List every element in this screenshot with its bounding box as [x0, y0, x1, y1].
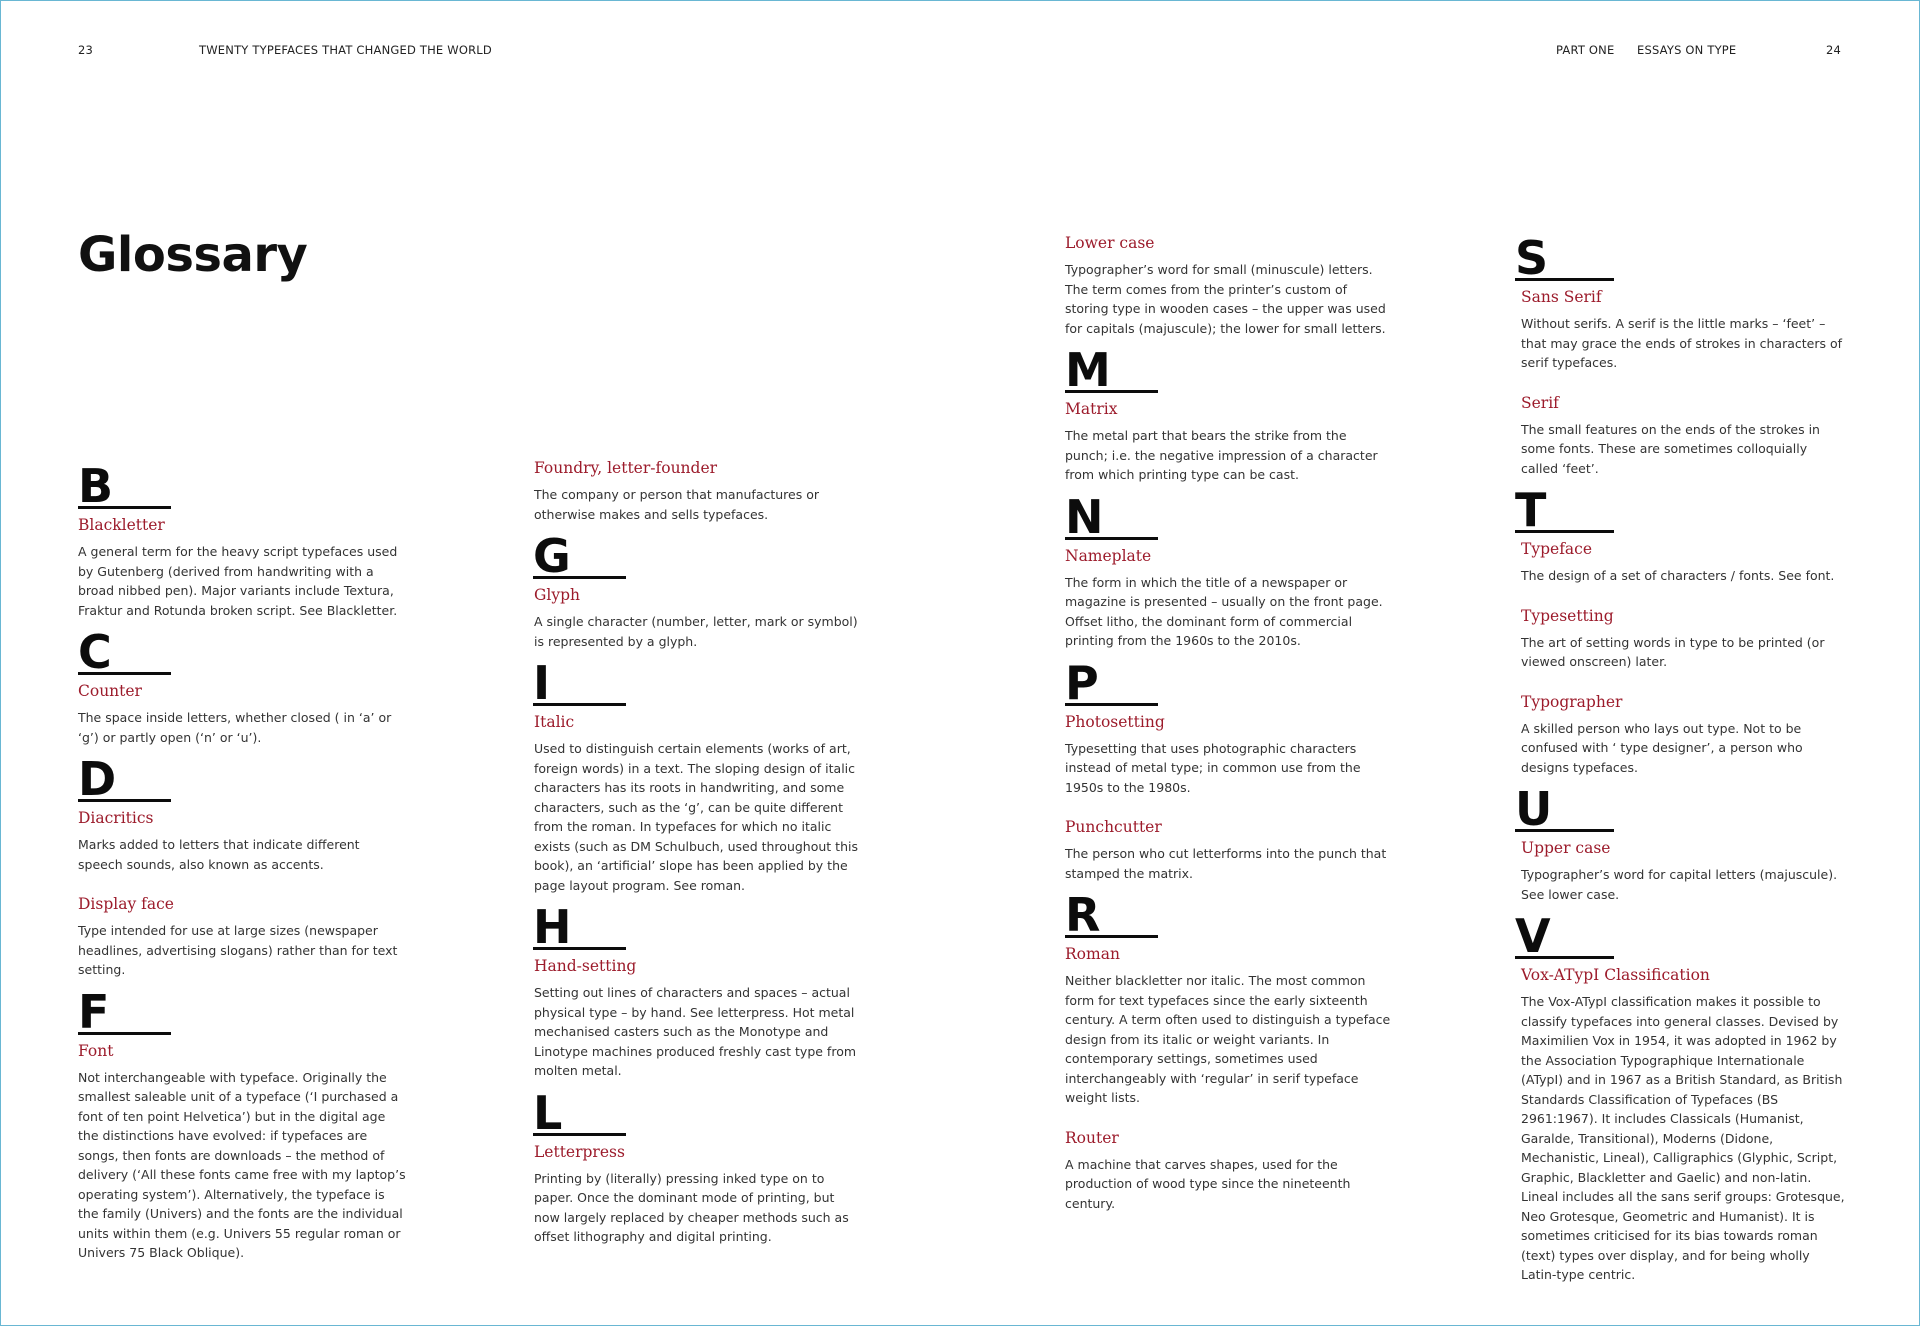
glossary-term: Glyph — [534, 586, 581, 604]
glossary-definition: The art of setting words in type to be printed (or viewed onscreen) later. — [1521, 634, 1825, 669]
glossary-entry — [78, 894, 408, 980]
glossary-term: Upper case — [1521, 839, 1611, 857]
glossary-section — [533, 529, 864, 651]
glossary-column-1 — [78, 459, 408, 1275]
glossary-definition: The space inside letters, whether closed ( in ‘a’ or ‘g’) or partly open (‘n’ or ‘u’). — [78, 710, 392, 745]
glossary-definition: Marks added to letters that indicate different speech sounds, also known as accents. — [78, 837, 360, 872]
glossary-section — [534, 458, 864, 524]
glossary-definition: A skilled person who lays out type. Not to be confused with ‘ type designer’, a person who designs typefaces. — [1521, 720, 1803, 775]
glossary-definition: The metal part that bears the strike from the punch; i.e. the negative impression of a character from which printing type can be cast. — [1065, 428, 1378, 482]
section-letter: H — [533, 907, 626, 950]
glossary-entry — [1065, 1128, 1393, 1214]
glossary-entry — [534, 458, 864, 524]
glossary-term: Roman — [1065, 945, 1120, 963]
glossary-term: Punchcutter — [1065, 818, 1162, 836]
glossary-entry — [1065, 944, 1393, 1108]
section-letter: S — [1515, 238, 1614, 281]
glossary-term: Nameplate — [1065, 546, 1152, 565]
glossary-section — [533, 1085, 864, 1247]
glossary-entry — [534, 1142, 864, 1247]
glossary-definition: Typesetting that uses photographic characters instead of metal type; in common use from the 1950s to the 1980s. — [1065, 740, 1361, 795]
glossary-section — [1065, 655, 1393, 884]
glossary-term: Italic — [534, 713, 575, 731]
section-letter: T — [1515, 490, 1614, 533]
glossary-entry — [1065, 712, 1393, 798]
glossary-definition: Printing by (literally) pressing inked type on to paper. Once the dominant mode of printing, but now largely replaced by cheaper methods such as offset lithography and digital printing. — [534, 1170, 849, 1244]
glossary-entry — [1521, 692, 1845, 778]
glossary-term: Sans Serif — [1521, 288, 1602, 306]
section-letter: V — [1515, 916, 1614, 959]
glossary-term: Foundry, letter-founder — [534, 459, 718, 477]
glossary-section — [533, 656, 864, 895]
glossary-definition: Typographer’s word for small (minuscule) letters. The term comes from the printer’s custom of storing type in wooden cases – the upper was used for capitals (majuscule); the lower for small letters. — [1065, 262, 1386, 336]
glossary-definition: Neither blackletter nor italic. The most common form for text typefaces since the early sixteenth century. A term often used to distinguish a typeface design from its italic or weight variants. In contemporary settings, sometimes used interchangeably with ‘regular’ in serif typeface weight lists. — [1065, 973, 1391, 1105]
glossary-entry — [78, 681, 408, 747]
glossary-entry — [1065, 233, 1393, 338]
section-letter: F — [78, 992, 171, 1035]
glossary-section — [1515, 483, 1845, 777]
glossary-section — [78, 459, 408, 620]
glossary-definition: The design of a set of characters / fonts. See font. — [1521, 568, 1835, 583]
glossary-column-4 — [1515, 231, 1845, 1297]
glossary-definition: The form in which the title of a newspaper or magazine is presented – usually on the front page. Offset litho, the dominant form of commercial printing from the 1960s to the 2010s. — [1065, 574, 1383, 648]
part-label: PART ONE — [1556, 43, 1615, 57]
glossary-definition: The Vox-ATypI classification makes it possible to classify typefaces into general classes. Devised by Maximilien Vox in 1954, it was adopted in 1962 by the Association Typographique Internationale (ATypI) and in 1967 as a British Standard, as British Standards Classification of Typefaces (BS 2961:1967). It includes Classicals (Humanist, Garalde, Transitional), Moderns (Didone, Mechanistic, Lineal), Calligraphics (Glyphic, Script, Graphic, Blackletter and Gaelic) and non-latin. Lineal includes all the sans serif groups: Grotesque, Neo Grotesque, Geometric and Humanist). It is sometimes criticised for its bias towards roman (text) types over display, and for being wholly Latin-type centric. — [1521, 994, 1845, 1282]
section-letter: R — [1065, 895, 1158, 938]
glossary-definition: A single character (number, letter, mark or symbol) is represented by a glyph. — [534, 614, 858, 649]
glossary-section — [1515, 782, 1845, 904]
glossary-section — [78, 984, 408, 1263]
section-letter: L — [533, 1093, 626, 1136]
glossary-entry — [1521, 838, 1845, 904]
section-letter: U — [1515, 789, 1614, 832]
section-label: ESSAYS ON TYPE — [1637, 43, 1737, 57]
glossary-term: Matrix — [1065, 400, 1118, 418]
section-letter: G — [533, 536, 626, 579]
glossary-term: Typographer — [1521, 692, 1623, 711]
glossary-entry — [78, 515, 408, 620]
glossary-definition: Without serifs. A serif is the little marks – ‘feet’ – that may grace the ends of strokes in characters of serif typefaces. — [1521, 316, 1843, 370]
glossary-section — [1065, 343, 1393, 485]
glossary-definition: A general term for the heavy script typefaces used by Gutenberg (derived from handwriting with a broad nibbed pen). Major variants include Textura, Fraktur and Rotunda broken script. See Blackletter. — [78, 544, 398, 618]
glossary-definition: The company or person that manufactures or otherwise makes and sells typefaces. — [534, 487, 820, 522]
page-title: Glossary — [78, 227, 308, 283]
glossary-entry — [534, 712, 864, 895]
glossary-entry — [78, 1041, 408, 1263]
glossary-entry — [1521, 393, 1845, 479]
glossary-column-3 — [1065, 233, 1393, 1225]
glossary-definition: Typographer’s word for capital letters (majuscule). See lower case. — [1521, 867, 1838, 902]
glossary-section — [78, 625, 408, 747]
glossary-section — [1515, 909, 1845, 1285]
glossary-definition: Used to distinguish certain elements (works of art, foreign words) in a text. The sloping design of italic characters has its roots in handwriting, and some characters, such as the ‘g’, can be quite different from the roman. In typefaces for which no italic exists (such as DM Schulbuch, used throughout this book), an ‘artificial’ slope has been applied by the page layout program. See roman. — [534, 741, 858, 893]
glossary-definition: The small features on the ends of the strokes in some fonts. These are sometimes colloquially called ‘feet’. — [1521, 421, 1820, 476]
section-letter: M — [1065, 350, 1158, 393]
glossary-definition: Type intended for use at large sizes (newspaper headlines, advertising slogans) rather than for text setting. — [78, 923, 398, 977]
glossary-term: Counter — [78, 682, 142, 700]
glossary-term: Diacritics — [78, 809, 154, 827]
glossary-definition: Setting out lines of characters and spaces – actual physical type – by hand. See letterpress. Hot metal mechanised casters such as the Monotype and Linotype machines produced freshly cast type from molten metal. — [534, 985, 857, 1078]
glossary-entry — [1065, 817, 1393, 883]
glossary-entry — [1521, 606, 1845, 672]
glossary-term: Display face — [78, 895, 174, 913]
glossary-term: Font — [78, 1041, 114, 1060]
glossary-term: Letterpress — [534, 1142, 625, 1161]
glossary-entry — [1065, 399, 1393, 485]
glossary-entry — [1521, 287, 1845, 373]
glossary-term: Hand-setting — [534, 957, 637, 975]
glossary-term: Blackletter — [78, 516, 165, 534]
section-letter: B — [78, 466, 171, 509]
page-number-left: 23 — [78, 43, 94, 57]
page-number-right: 24 — [1826, 43, 1842, 57]
running-title: TWENTY TYPEFACES THAT CHANGED THE WORLD — [199, 43, 492, 57]
section-letter: C — [78, 632, 171, 675]
glossary-entry — [534, 956, 864, 1081]
glossary-definition: Not interchangeable with typeface. Originally the smallest saleable unit of a typeface (‘I purchased a font of ten point Helvetica’) but in the digital age the distinctions have evolved: if typefaces are songs, then fonts are downloads – the method of delivery (‘All these fonts came free with my laptop’s operating system’). Alternatively, the typeface is the family (Univers) and the fonts are the individual units within them (e.g. Univers 55 regular roman or Univers 75 Black Oblique). — [78, 1069, 406, 1260]
glossary-entry — [1065, 546, 1393, 651]
glossary-section — [1065, 489, 1393, 651]
section-letter: I — [533, 663, 626, 706]
glossary-term: Typesetting — [1521, 606, 1614, 625]
section-letter: N — [1065, 497, 1158, 540]
glossary-column-2 — [534, 458, 864, 1259]
section-letter: D — [78, 759, 171, 802]
glossary-term: Typeface — [1521, 540, 1593, 558]
glossary-section — [1065, 888, 1393, 1213]
glossary-entry — [534, 585, 864, 651]
glossary-term: Lower case — [1065, 234, 1155, 252]
glossary-section — [1065, 233, 1393, 338]
glossary-term: Serif — [1521, 393, 1559, 412]
glossary-section — [78, 752, 408, 980]
glossary-definition: A machine that carves shapes, used for the production of wood type since the nineteenth century. — [1065, 1156, 1351, 1211]
glossary-definition: The person who cut letterforms into the punch that stamped the matrix. — [1065, 846, 1387, 881]
glossary-section — [1515, 231, 1845, 478]
glossary-term: Router — [1065, 1128, 1119, 1147]
glossary-term: Photosetting — [1065, 712, 1165, 731]
glossary-term: Vox-ATypI Classification — [1521, 966, 1710, 984]
glossary-entry — [78, 808, 408, 874]
glossary-entry — [1521, 965, 1845, 1285]
section-letter: P — [1065, 663, 1158, 706]
glossary-section — [533, 900, 864, 1081]
glossary-entry — [1521, 539, 1845, 586]
